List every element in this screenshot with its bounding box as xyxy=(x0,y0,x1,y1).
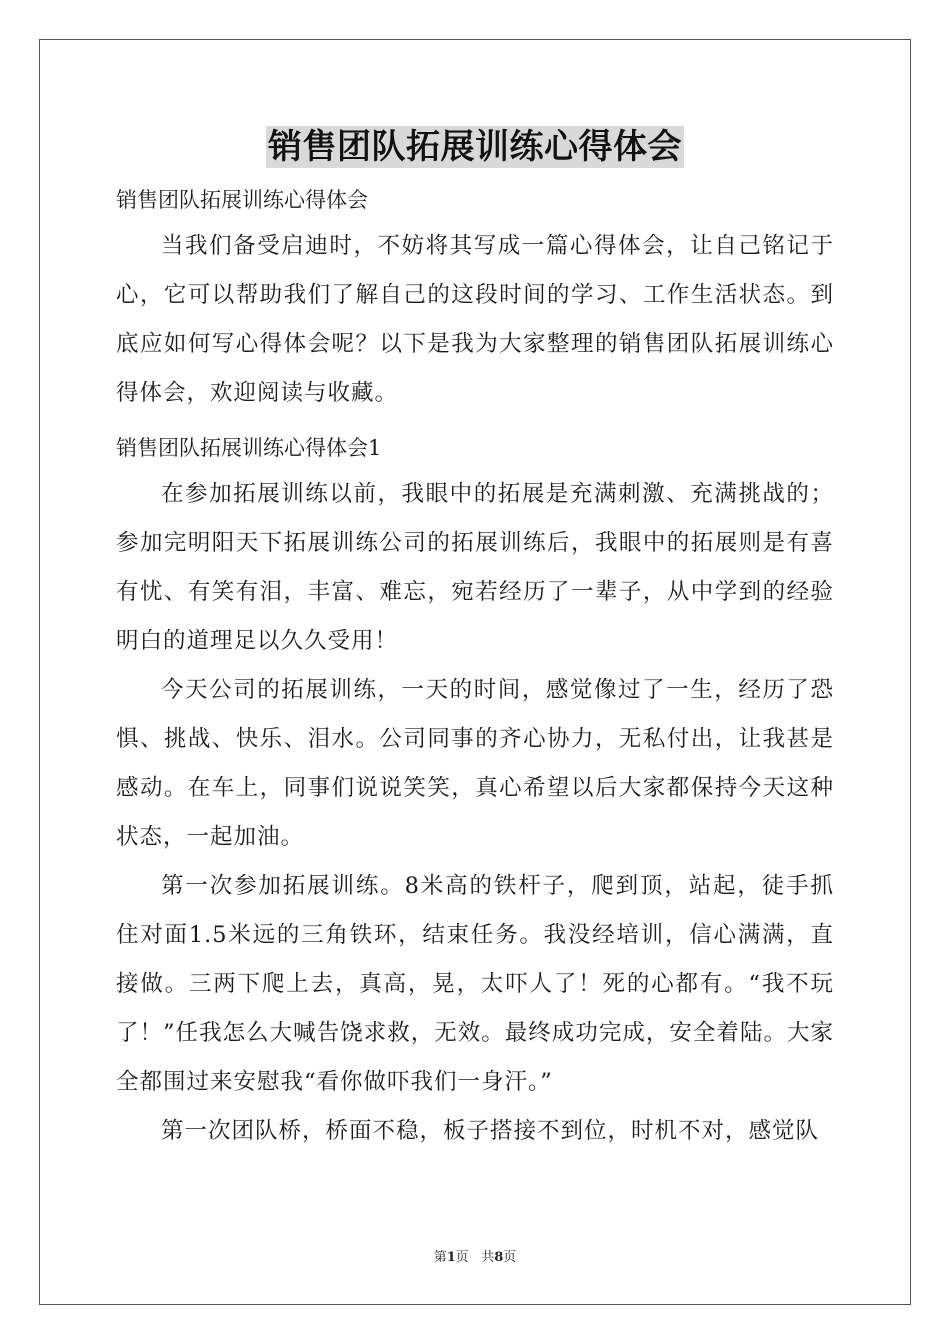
body-paragraph: 在参加拓展训练以前，我眼中的拓展是充满刺激、充满挑战的；参加完明阳天下拓展训练公司的拓展训练后，我眼中的拓展则是有喜有忧、有笑有泪，丰富、难忘，宛若经历了一辈子，从中学到的经验明白的道理足以久久受用！ xyxy=(116,481,834,654)
document-subtitle: 销售团队拓展训练心得体会 xyxy=(116,188,368,212)
document-title: 销售团队拓展训练心得体会 xyxy=(268,127,682,167)
page-footer xyxy=(0,1246,950,1265)
document-body xyxy=(116,118,834,1156)
body-paragraph: 今天公司的拓展训练，一天的时间，感觉像过了一生，经历了恐惧、挑战、快乐、泪水。公司同事的齐心协力，无私付出，让我甚是感动。在车上，同事们说说笑笑，真心希望以后大家都保持今天这种状态，一起加油。 xyxy=(116,677,834,850)
total-suffix: 页 xyxy=(503,1250,517,1265)
intro-paragraph: 当我们备受启迪时，不妨将其写成一篇心得体会，让自己铭记于心，它可以帮助我们了解自己的这段时间的学习、工作生活状态。到底应如何写心得体会呢？以下是我为大家整理的销售团队拓展训练心得体会，欢迎阅读与收藏。 xyxy=(116,233,834,406)
page-total: 8 xyxy=(494,1250,504,1265)
total-prefix: 共 xyxy=(481,1250,495,1265)
body-paragraph: 第一次团队桥，桥面不稳，板子搭接不到位，时机不对，感觉队 xyxy=(161,1118,820,1144)
section-heading: 销售团队拓展训练心得体会1 xyxy=(116,436,382,460)
body-paragraph: 第一次参加拓展训练。8米高的铁杆子，爬到顶，站起，徒手抓住对面1.5米远的三角铁环，结束任务。我没经培训，信心满满，直接做。三两下爬上去，真高，晃，太吓人了！死的心都有。“我不玩了！”任我怎么大喊告饶求救，无效。最终成功完成，安全着陆。大家全都围过来安慰我“看你做吓我们一身汗。” xyxy=(116,873,834,1095)
title-wrap xyxy=(116,118,834,170)
page-current: 1 xyxy=(446,1250,456,1265)
page-suffix: 页 xyxy=(455,1250,469,1265)
page-prefix: 第 xyxy=(433,1250,447,1265)
